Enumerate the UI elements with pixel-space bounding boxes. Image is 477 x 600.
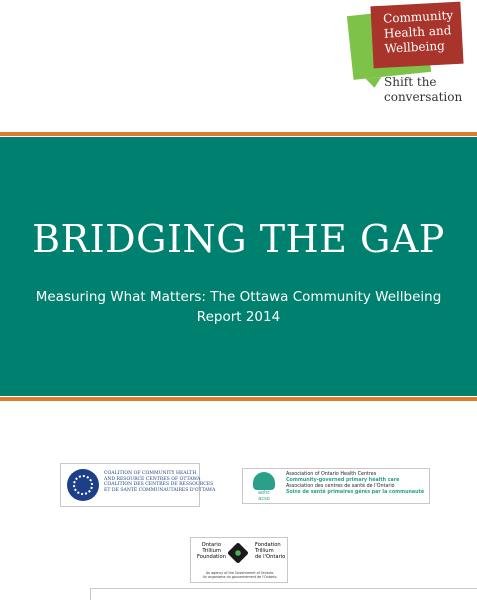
bottom-orange-rule	[0, 397, 477, 401]
report-title: BRIDGING THE GAP	[32, 217, 445, 261]
aohc-brand-line-2: acso	[258, 495, 270, 502]
logo-line-2: Health and	[383, 23, 452, 41]
ontario-trillium-foundation-logo	[190, 537, 288, 583]
chrc-name	[104, 471, 215, 493]
trillium-flower-icon	[227, 542, 249, 564]
aohc-line-4: Soins de santé primaires gérés par la communauté	[286, 490, 425, 495]
title-banner	[0, 137, 477, 396]
otf-agency-line-1: An agency of the Government of Ontario.	[205, 571, 275, 575]
tagline-line-2: conversation	[384, 90, 463, 104]
aohc-line-2: Community-governed primary health care	[286, 478, 400, 483]
chrc-line-4: ET DE SANTÉ COMMUNAUTAIRES D'OTTAWA	[104, 487, 216, 493]
footer-border	[90, 588, 477, 600]
logo-line-3: Wellbeing	[384, 38, 446, 56]
chrc-emblem-icon	[67, 469, 99, 501]
red-speech-bubble	[370, 2, 463, 69]
chrc-line-1: COALITION OF COMMUNITY HEALTH	[104, 471, 197, 476]
aohc-name	[286, 472, 424, 496]
tagline-line-1: Shift the	[384, 75, 437, 89]
chrc-line-2: AND RESOURCE CENTRES OF OTTAWA	[104, 476, 201, 482]
otf-left-line-1: Ontario	[201, 542, 221, 548]
otf-left-line-2: Trillium	[202, 548, 221, 554]
otf-right-line-3: de l'Ontario	[255, 554, 286, 560]
aohc-line-1: Association of Ontario Health Centres	[286, 472, 377, 477]
top-orange-rule	[0, 132, 477, 136]
aohc-brand	[247, 491, 281, 502]
aohc-logo	[242, 468, 430, 504]
subtitle-line-2: Report 2014	[196, 309, 281, 325]
otf-agency-note	[195, 571, 285, 579]
chrc-line-3: COALITION DES CENTRES DE RESSOURCES	[104, 482, 214, 487]
aohc-tree-icon	[247, 472, 281, 502]
otf-left-line-3: Foundation	[197, 554, 226, 560]
subtitle-line-1: Measuring What Matters: The Ottawa Community Wellbeing	[35, 289, 442, 305]
otf-french-name	[255, 542, 289, 560]
otf-right-line-1: Fondation	[255, 542, 281, 548]
otf-english-name	[197, 542, 226, 560]
aohc-tree-shape	[253, 472, 275, 490]
aohc-brand-line-1: aohc	[257, 490, 271, 496]
report-subtitle	[20, 287, 457, 327]
otf-agency-line-2: Un organisme du gouvernement de l'Ontario.	[202, 575, 278, 580]
aohc-line-3: Association des centres de santé de l'Ontario	[286, 484, 395, 489]
logo-line-1: Community	[382, 8, 454, 26]
community-health-wellbeing-logo	[350, 4, 470, 104]
chrc-ottawa-logo	[60, 463, 216, 507]
logo-tagline	[384, 75, 462, 105]
otf-right-line-2: Trillium	[255, 548, 274, 554]
